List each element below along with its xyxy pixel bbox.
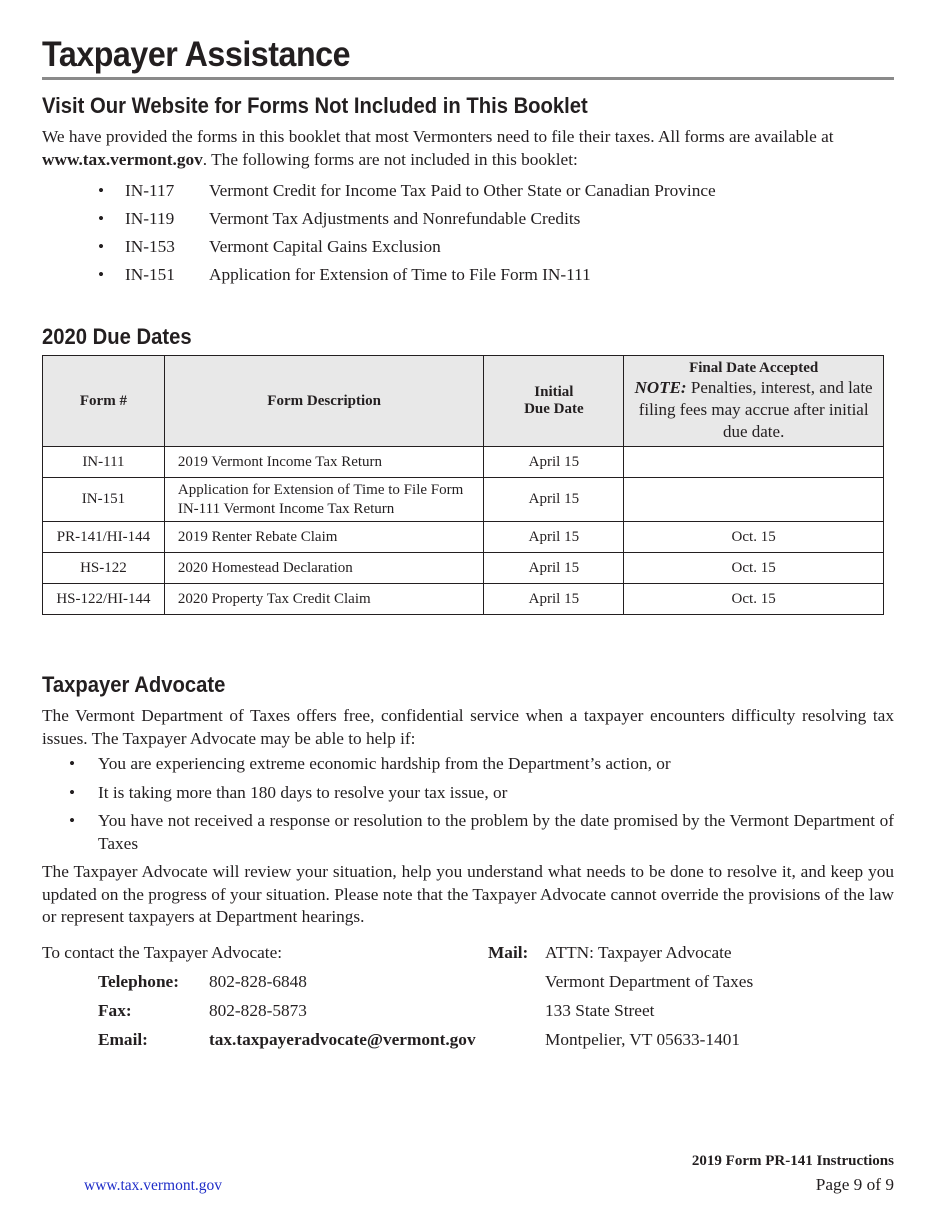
advocate-contact-block	[42, 943, 894, 1053]
mail-line: Vermont Department of Taxes	[545, 971, 754, 991]
list-item: • You have not received a response or resolution to the problem by the date promised by the Vermont Department of Taxes	[69, 811, 894, 853]
list-item: • IN-117 Vermont Credit for Income Tax Paid to Other State or Canadian Province	[42, 177, 894, 205]
bullet: •	[69, 754, 76, 773]
table-row: HS-122/HI-144 2020 Property Tax Credit Claim April 15 Oct. 15	[43, 584, 884, 615]
footer-form-title: 2019 Form PR-141 Instructions	[691, 1153, 894, 1169]
footer-website-link[interactable]: www.tax.vermont.gov	[84, 1177, 223, 1194]
bullet: •	[98, 209, 105, 228]
list-item: • IN-153 Vermont Capital Gains Exclusion	[42, 233, 894, 261]
due-dates-title: 2020 Due Dates	[42, 324, 192, 349]
document-page	[42, 34, 894, 1053]
header-form: Form #	[43, 356, 165, 447]
advocate-criteria-list	[42, 753, 894, 855]
page-title: Taxpayer Assistance	[42, 35, 351, 74]
list-item: • IN-119 Vermont Tax Adjustments and Nonrefundable Credits	[42, 205, 894, 233]
email-link[interactable]: tax.taxpayeradvocate@vermont.gov	[209, 1029, 476, 1049]
fax-value: 802-828-5873	[209, 1000, 307, 1020]
table-row: IN-151 Application for Extension of Time to File Form IN-111 Vermont Income Tax Return April 15	[43, 478, 884, 522]
mail-label: Mail:	[488, 942, 529, 962]
mail-line: 133 State Street	[545, 1000, 655, 1020]
telephone-value: 802-828-6848	[209, 971, 307, 991]
advocate-intro: The Vermont Department of Taxes offers free, confidential service when a taxpayer encounters difficulty resolving tax issues. The Taxpayer Advocate may be able to help if:	[42, 706, 894, 748]
header-initial-due-date: Initial Due Date	[484, 356, 624, 447]
website-intro: We have provided the forms in this booklet that most Vermonters need to file their taxes. All forms are available at www.tax.vermont.gov. The following forms are not included in this booklet:	[42, 127, 834, 169]
bullet: •	[98, 237, 105, 256]
table-row: PR-141/HI-144 2019 Renter Rebate Claim April 15 Oct. 15	[43, 522, 884, 553]
website-section-title: Visit Our Website for Forms Not Included in This Booklet	[42, 93, 588, 118]
mail-line: ATTN: Taxpayer Advocate	[545, 942, 732, 962]
title-rule	[42, 77, 894, 80]
fax-label: Fax:	[98, 1000, 132, 1020]
due-dates-table	[42, 355, 884, 615]
advocate-title: Taxpayer Advocate	[42, 672, 226, 697]
table-row: HS-122 2020 Homestead Declaration April 15 Oct. 15	[43, 553, 884, 584]
final-date-note: NOTE: Penalties, interest, and late filing fees may accrue after initial due date.	[634, 377, 873, 441]
telephone-label: Telephone:	[98, 971, 179, 991]
contact-intro: To contact the Taxpayer Advocate:	[42, 942, 283, 962]
bullet: •	[69, 782, 76, 802]
header-description: Form Description	[164, 356, 484, 447]
website-link-inline[interactable]: www.tax.vermont.gov	[42, 149, 203, 169]
email-label: Email:	[98, 1029, 148, 1049]
header-final-date: Final Date Accepted NOTE: Penalties, interest, and late filing fees may accrue after initial due date.	[624, 356, 884, 447]
table-header-row	[43, 356, 884, 447]
forms-list	[42, 177, 894, 289]
bullet: •	[69, 811, 76, 830]
list-item: • You are experiencing extreme economic hardship from the Department’s action, or	[42, 753, 894, 776]
list-item: • It is taking more than 180 days to resolve your tax issue, or	[42, 782, 894, 805]
mail-line: Montpelier, VT 05633-1401	[545, 1029, 740, 1049]
advocate-review-paragraph: The Taxpayer Advocate will review your situation, help you understand what needs to be done to resolve it, and keep you updated on the progress of your situation. Please note that the Taxpayer Advocate cannot override the provisions of the law or represent taxpayers at Department hearings.	[42, 862, 894, 926]
footer-page-number: Page 9 of 9	[815, 1175, 894, 1194]
list-item: • IN-151 Application for Extension of Time to File Form IN-111	[42, 261, 894, 289]
table-row: IN-111 2019 Vermont Income Tax Return April 15	[43, 447, 884, 478]
bullet: •	[98, 181, 105, 200]
bullet: •	[98, 265, 105, 284]
